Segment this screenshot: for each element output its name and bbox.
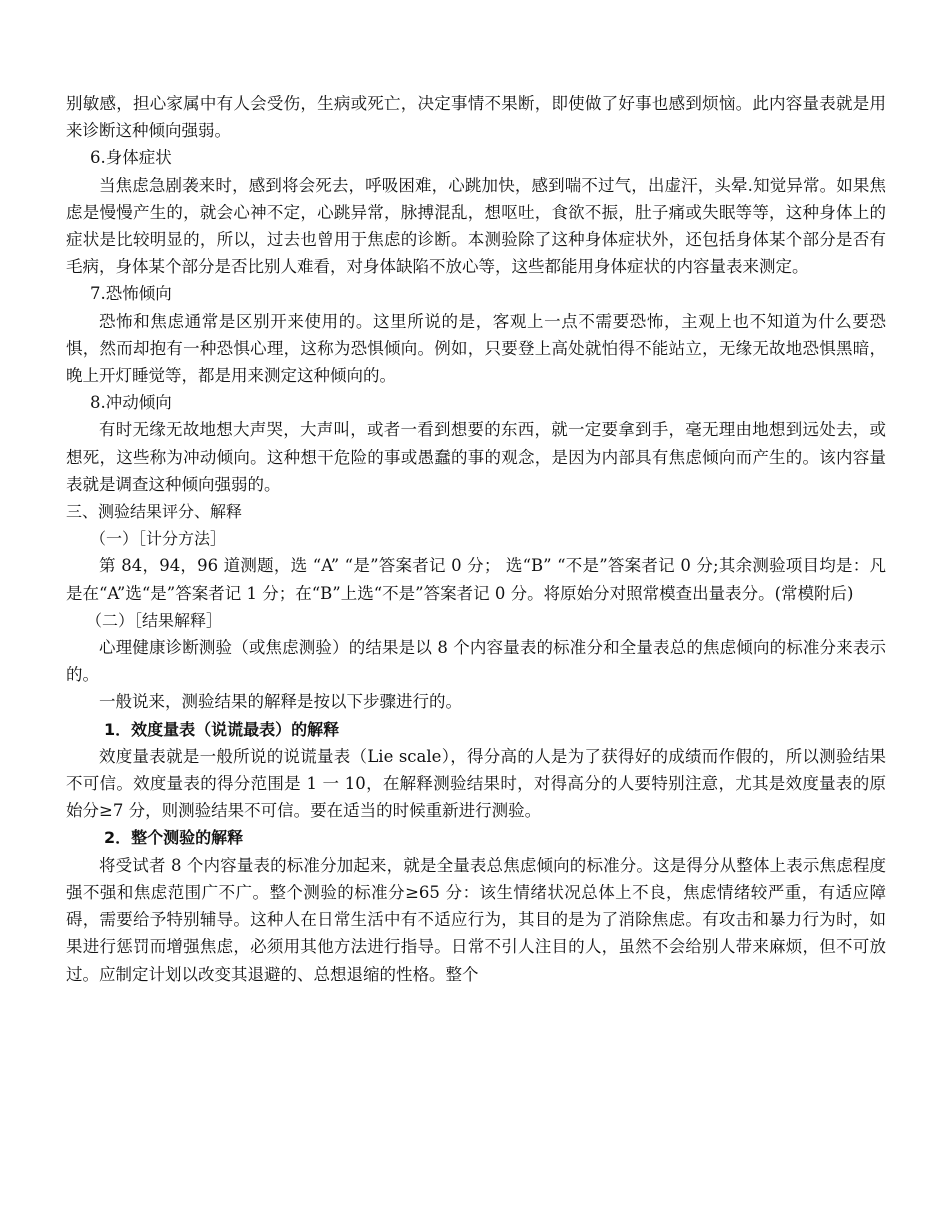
interpretation-body-1: 心理健康诊断测验（或焦虑测验）的结果是以 8 个内容量表的标准分和全量表总的焦虑倾向的标准分来表示的。	[66, 638, 886, 685]
lie-scale-body: 效度量表就是一般所说的说谎量表（Lie scale），得分高的人是为了获得好的成绩而作假的，所以测验结果不可信。效度量表的得分范围是 1 一 10，在解释测验结果时，对得高分的人要特别注意，尤其是效度量表的原始分≥7 分，则测验结果不可信。要在适当的时候重新进行测验。	[66, 746, 886, 821]
scoring-method-body: 第 84，94，96 道测题，选 “A” “是”答案者记 0 分； 选“B” “不是”答案者记 0 分;其余测验项目均是：凡是在“A”选“是”答案者记 1 分；在“B”上选“不是”答案者记 0 分。将原始分对照常模查出量表分。(常模附后)	[66, 556, 886, 603]
heading-scoring-interpretation: 三、测验结果评分、解释	[66, 502, 243, 522]
section-7-title: 7.恐怖倾向	[90, 284, 172, 304]
heading-scoring-method: （一）［计分方法］	[90, 529, 227, 549]
interpretation-body-2: 一般说来，测验结果的解释是按以下步骤进行的。	[99, 692, 462, 712]
section-7-body: 恐怖和焦虑通常是区别开来使用的。这里所说的是，客观上一点不需要恐怖，主观上也不知道为什么要恐惧，然而却抱有一种恐惧心理，这称为恐惧倾向。例如，只要登上高处就怕得不能站立，无缘无故地恐惧黑暗，晚上开灯睡觉等，都是用来测定这种倾向的。	[66, 311, 886, 386]
heading-result-interpretation: （二）［结果解释］	[86, 610, 223, 630]
heading-lie-scale: 1．效度量表（说谎最表）的解释	[104, 719, 340, 739]
section-6-body: 当焦虑急剧袭来时，感到将会死去，呼吸困难，心跳加快，感到喘不过气，出虚汗，头晕.知觉异常。如果焦虑是慢慢产生的，就会心神不定，心跳异常，脉搏混乱，想呕吐，食欲不振，肚子痛或失眠等等，这种身体上的症状是比较明显的，所以，过去也曾用于焦虑的诊断。本测验除了这种身体症状外，还包括身体某个部分是否有毛病，身体某个部分是否比别人难看，对身体缺陷不放心等，这些都能用身体症状的内容量表来测定。	[66, 175, 886, 277]
section-8-body: 有时无缘无故地想大声哭，大声叫，或者一看到想要的东西，就一定要拿到手，毫无理由地想到远处去，或想死，这些称为冲动倾向。这种想干危险的事或愚蠢的事的观念，是因为内部具有焦虑倾向而产生的。该内容量表就是调查这种倾向强弱的。	[66, 420, 886, 494]
section-8-title: 8.冲动倾向	[90, 393, 172, 413]
paragraph-continued: 别敏感，担心家属中有人会受伤，生病或死亡，决定事情不果断，即使做了好事也感到烦恼。此内容量表就是用来诊断这种倾向强弱。	[66, 94, 886, 141]
section-6-title: 6.身体症状	[90, 148, 172, 168]
heading-whole-test: 2．整个测验的解释	[104, 828, 244, 848]
whole-test-body: 将受试者 8 个内容量表的标准分加起来，就是全量表总焦虑倾向的标准分。这是得分从整体上表示焦虑程度强不强和焦虑范围广不广。整个测验的标准分≥65 分：该生情绪状况总体上不良，焦虑情绪较严重，有适应障碍，需要给予特别辅导。这种人在日常生活中有不适应行为，其目的是为了消除焦虑。有攻击和暴力行为时，如果进行惩罚而增强焦虑，必须用其他方法进行指导。日常不引人注目的人，虽然不会给别人带来麻烦，但不可放过。应制定计划以改变其退避的、总想退缩的性格。整个	[66, 855, 886, 984]
document-page	[66, 90, 886, 988]
